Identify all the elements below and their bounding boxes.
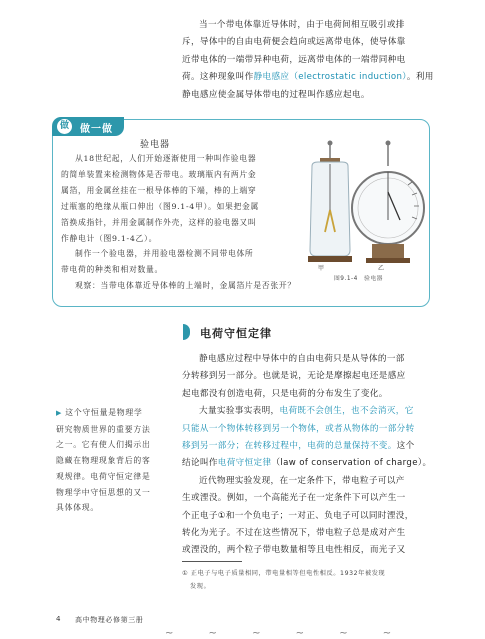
figure-label-b: 乙 bbox=[378, 265, 385, 272]
activity-line: 带电荷的种类和相对数量。 bbox=[61, 265, 163, 275]
side-note bbox=[56, 405, 166, 516]
intro-line bbox=[182, 69, 434, 86]
activity-line: 观察：当带电体靠近导体棒的上端时，金属箔片是否张开？ bbox=[75, 281, 296, 291]
activity-line: 属箔，用金属丝挂在一根导体棒的下端，棒的上端穿 bbox=[61, 185, 257, 195]
intro-text: 荷。这种现象叫作 bbox=[182, 72, 254, 83]
activity-line: 箔换成指针，并用金属制作外壳，这样的验电器又叫 bbox=[61, 217, 257, 227]
body-text: 大量实验事实表明， bbox=[199, 406, 280, 417]
activity-icon: 做 bbox=[57, 119, 72, 134]
side-note-line: 观规律。电荷守恒定律是 bbox=[56, 471, 151, 481]
intro-line: 斥，导体中的自由电荷便会趋向或远离带电体，使导体靠 bbox=[182, 37, 406, 48]
footnote-line: 发现。 bbox=[190, 583, 211, 590]
body-line: 个正电子①和一个负电子；一对正、负电子可以同时湮没， bbox=[182, 510, 414, 521]
body-line: 分转移到另一部分。也就是说，无论是摩擦起电还是感应 bbox=[182, 371, 406, 382]
intro-paragraph bbox=[182, 17, 434, 104]
activity-line: 从18世纪起，人们开始逐渐使用一种叫作验电器 bbox=[75, 154, 257, 163]
term-electrostatic-induction: 静电感应（electrostatic induction） bbox=[253, 72, 407, 83]
side-note-line bbox=[56, 405, 166, 422]
conservation-statement: 电荷既不会创生，也不会消灭，它 bbox=[279, 406, 414, 417]
intro-text: 。利用 bbox=[406, 72, 434, 83]
activity-title: 验电器 bbox=[140, 140, 171, 150]
body-text: 这个 bbox=[396, 441, 415, 452]
body-line: 近代物理实验发现，在一定条件下，带电粒子可以产 bbox=[199, 475, 405, 486]
activity-line: 过瓶塞的绝缘从瓶口伸出（图9.1-4甲）。如果把金属 bbox=[61, 201, 260, 211]
footnote bbox=[182, 567, 432, 593]
section-body bbox=[182, 351, 434, 560]
body-text: 结论叫作 bbox=[182, 458, 218, 469]
side-note-line: 隐藏在物理现象背后的客 bbox=[56, 456, 151, 466]
triangle-marker-icon: ▶ bbox=[56, 409, 66, 417]
electrometer bbox=[352, 141, 424, 264]
book-name: 高中物理必修第三册 bbox=[75, 616, 144, 624]
side-note-line: 研究物质世界的重要方法 bbox=[56, 424, 151, 434]
side-note-line: 之一。它有使人们揭示出 bbox=[56, 440, 151, 450]
figure-caption: 图9.1-4 验电器 bbox=[334, 276, 383, 282]
body-text: （law of conservation of charge）。 bbox=[271, 458, 432, 469]
section-title: 电荷守恒定律 bbox=[200, 327, 272, 340]
activity-text bbox=[61, 151, 311, 294]
figure-label-a: 甲 bbox=[318, 265, 325, 272]
activity-tab-label: 做一做 bbox=[80, 124, 113, 135]
body-line bbox=[182, 455, 434, 472]
body-line: 转化为光子。不过在这些情况下，带电粒子总是成对产生 bbox=[182, 528, 406, 539]
side-note-line: 物理学中守恒思想的又一 bbox=[56, 487, 151, 497]
activity-line: 制作一个验电器，并用验电器检测不同带电体所 bbox=[75, 249, 254, 259]
section-marker bbox=[183, 324, 190, 340]
intro-line: 近带电体的一端带异种电荷，远离带电体的一端带同种电 bbox=[182, 54, 406, 65]
side-note-line: 具体体现。 bbox=[56, 503, 99, 513]
electroscope-jar bbox=[308, 141, 352, 263]
conservation-statement: 只能从一个物体转移到另一个物体，或者从物体的一部分转 bbox=[182, 423, 415, 434]
body-line: 或湮没的，两个粒子带电数量相等且电性相反，而光子又 bbox=[182, 545, 406, 556]
scan-watermark: ~ ~ ~ ~ ~ ~ bbox=[165, 628, 408, 639]
body-line: 生或湮没。例如，一个高能光子在一定条件下可以产生一 bbox=[182, 493, 406, 504]
term-conservation-law: 电荷守恒定律 bbox=[217, 458, 272, 469]
body-line bbox=[182, 438, 434, 455]
body-line: 静电感应过程中导体中的自由电荷只是从导体的一部 bbox=[199, 354, 405, 364]
intro-line: 静电感应使金属导体带电的过程叫作感应起电。 bbox=[182, 89, 370, 100]
activity-line: 的简单装置来检测物体是否带电。玻璃瓶内有两片金 bbox=[61, 169, 257, 179]
footnote-rule bbox=[182, 561, 242, 562]
footnote-line: ① 正电子与电子质量相同，带电量相等但电性相反。1932年被发现 bbox=[182, 570, 386, 577]
body-line bbox=[182, 403, 434, 420]
side-note-text: 这个守恒量是物理学 bbox=[65, 408, 143, 417]
activity-line: 作静电计（图9.1-4乙）。 bbox=[61, 233, 158, 243]
intro-line: 当一个带电体靠近导体时，由于电荷间相互吸引或排 bbox=[199, 20, 405, 30]
page-number: 4 bbox=[56, 615, 61, 623]
body-line: 起电都没有创造电荷，只是电荷的分布发生了变化。 bbox=[182, 388, 388, 399]
electroscope-figure bbox=[300, 140, 425, 270]
conservation-statement: 移到另一部分；在转移过程中，电荷的总量保持不变。 bbox=[182, 441, 397, 452]
